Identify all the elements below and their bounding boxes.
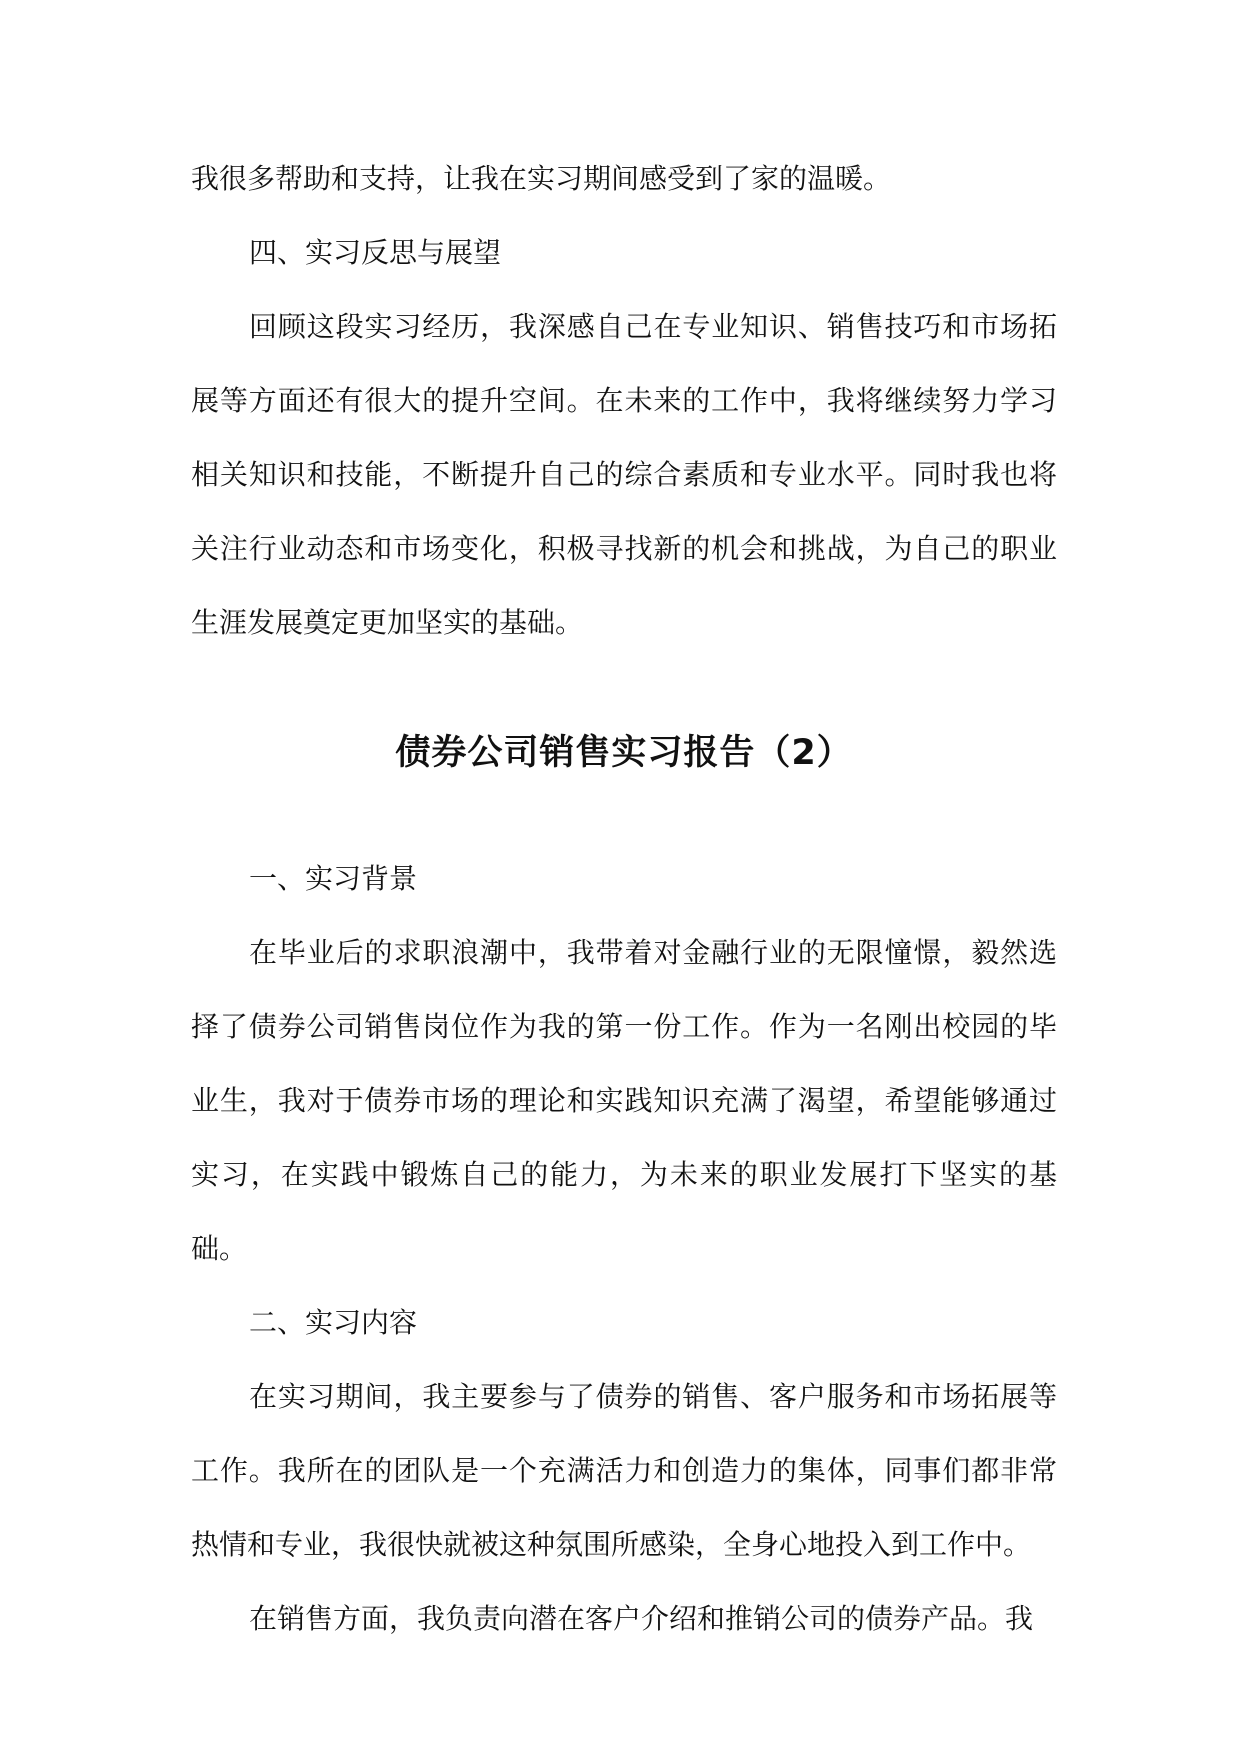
- section-heading-background: 一、实习背景: [249, 862, 418, 895]
- paragraph-content-2: 在销售方面，我负责向潜在客户介绍和推销公司的债券产品。我: [249, 1602, 1034, 1635]
- paragraph-reflection: 回顾这段实习经历，我深感自己在专业知识、销售技巧和市场拓展等方面还有很大的提升空间。在未来的工作中，我将继续努力学习相关知识和技能，不断提升自己的综合素质和专业水平。同时我也将关注行业动态和市场变化，积极寻找新的机会和挑战，为自己的职业生涯发展奠定更加坚实的基础。: [191, 310, 1057, 639]
- document-body: [191, 142, 1057, 1656]
- section-heading-content: 二、实习内容: [249, 1306, 418, 1339]
- paragraph-background: 在毕业后的求职浪潮中，我带着对金融行业的无限憧憬，毅然选择了债券公司销售岗位作为我的第一份工作。作为一名刚出校园的毕业生，我对于债券市场的理论和实践知识充满了渴望，希望能够通过实习，在实践中锻炼自己的能力，为未来的职业发展打下坚实的基础。: [191, 936, 1057, 1265]
- paragraph-continuation: 我很多帮助和支持，让我在实习期间感受到了家的温暖。: [191, 162, 892, 195]
- paragraph-content-1: 在实习期间，我主要参与了债券的销售、客户服务和市场拓展等工作。我所在的团队是一个充满活力和创造力的集体，同事们都非常热情和专业，我很快就被这种氛围所感染，全身心地投入到工作中。: [191, 1380, 1057, 1561]
- report-title: 债券公司销售实习报告（2）: [395, 733, 853, 773]
- section-heading-reflection: 四、实习反思与展望: [249, 236, 502, 269]
